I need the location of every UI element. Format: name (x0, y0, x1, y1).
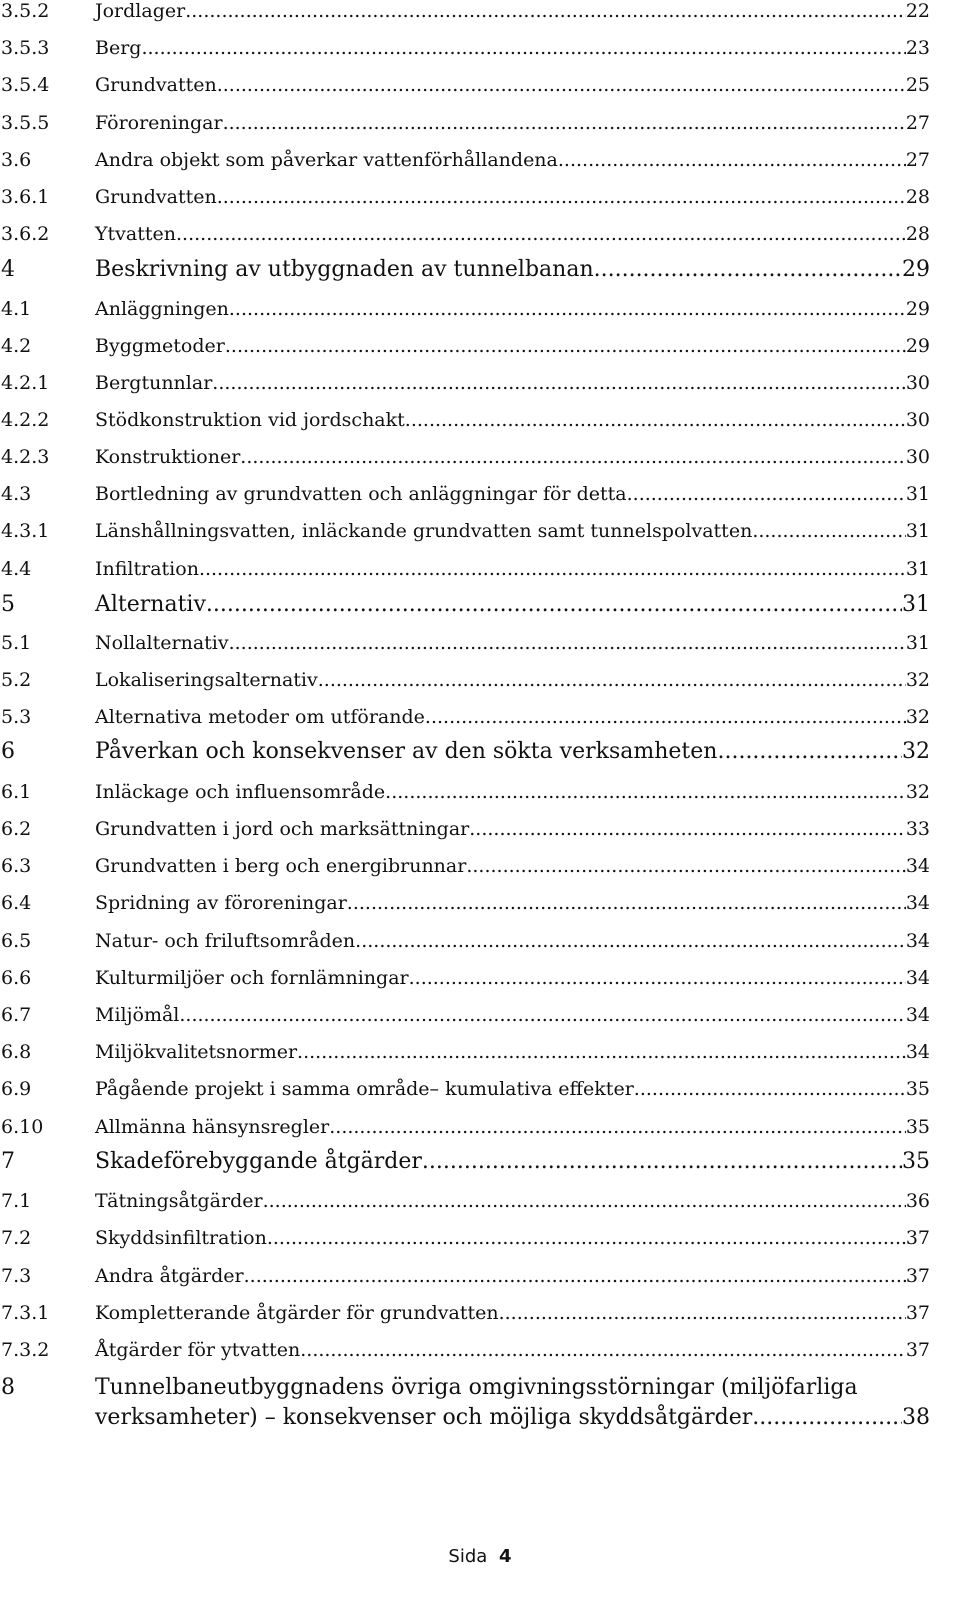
toc-entry-title: Åtgärder för ytvatten (95, 1339, 301, 1361)
toc-entry-line (95, 1076, 930, 1102)
toc-entry-page: 30 (905, 446, 930, 468)
toc-entry-number: 4.4 (1, 558, 32, 580)
toc-entry-page: 37 (905, 1339, 930, 1361)
toc-entry-line (95, 890, 930, 916)
toc-entry-title: Skyddsinfiltration (95, 1227, 267, 1249)
toc-entry-number: 4.3 (1, 483, 32, 505)
toc-entry-page: 34 (905, 967, 930, 989)
toc-entry-number: 4 (1, 257, 15, 282)
toc-entry-page: 25 (905, 74, 930, 96)
toc-entry-title: Nollalternativ (95, 632, 229, 654)
toc-entry-line (95, 853, 930, 879)
toc-entry-title-line2: verksamheter) – konsekvenser och möjliga skyddsåtgärder (95, 1405, 753, 1430)
toc-entry-page: 34 (905, 1004, 930, 1026)
toc-entry-page: 32 (902, 739, 930, 764)
toc-entry-second-line (95, 1404, 930, 1432)
toc-leader-dots (263, 1188, 906, 1214)
toc-entry-number: 4.2.3 (1, 446, 50, 468)
toc-entry-page: 32 (905, 669, 930, 691)
toc-entry-title: Miljökvalitetsnormer (95, 1041, 298, 1063)
toc-leader-dots (385, 779, 906, 805)
toc-entry-title: Lokaliseringsalternativ (95, 669, 318, 691)
toc-entry-line (95, 928, 930, 954)
toc-entry-title: Beskrivning av utbyggnaden av tunnelbanan (95, 257, 594, 282)
toc-entry-number: 6.1 (1, 781, 32, 803)
toc-entry-number: 5.2 (1, 669, 32, 691)
toc-entry-number: 6.4 (1, 892, 32, 914)
toc-entry-page: 37 (905, 1265, 930, 1287)
toc-leader-dots (405, 407, 906, 433)
toc-entry-number: 3.6 (1, 149, 32, 171)
toc-entry-number: 6.2 (1, 818, 32, 840)
toc-entry-line (95, 0, 930, 24)
toc-entry-number: 4.2.2 (1, 409, 50, 431)
toc-entry-title: Pågående projekt i samma område– kumulativa effekter (95, 1078, 634, 1100)
toc-entry-title: Grundvatten (95, 74, 217, 96)
toc-entry-page: 35 (905, 1116, 930, 1138)
toc-entry-page: 35 (905, 1078, 930, 1100)
toc-entry-page: 31 (905, 632, 930, 654)
toc-entry-line (95, 256, 930, 284)
toc-entry-title-line1: Tunnelbaneutbyggnadens övriga omgivningsstörningar (miljöfarliga (95, 1375, 858, 1400)
toc-entry-page: 32 (905, 706, 930, 728)
toc-entry-title: Föroreningar (95, 112, 223, 134)
toc-leader-dots (627, 481, 906, 507)
toc-entry-title: Grundvatten i jord och marksättningar (95, 818, 470, 840)
toc-entry-title: Bergtunnlar (95, 372, 213, 394)
toc-entry-line (95, 407, 930, 433)
toc-entry-line (95, 667, 930, 693)
toc-entry-line (95, 72, 930, 98)
toc-leader-dots (329, 1114, 906, 1140)
toc-entry-page: 29 (905, 335, 930, 357)
toc-entry-number: 8 (1, 1375, 15, 1400)
toc-entry-page: 32 (905, 781, 930, 803)
toc-leader-dots (297, 1039, 906, 1065)
toc-entry-line (95, 444, 930, 470)
toc-entry-line (95, 184, 930, 210)
toc-entry-title: Andra objekt som påverkar vattenförhållandena (95, 149, 558, 171)
toc-entry-page: 28 (905, 186, 930, 208)
toc-leader-dots (469, 816, 906, 842)
toc-entry-line (95, 333, 930, 359)
toc-entry-line (95, 1300, 930, 1326)
toc-leader-dots (185, 0, 906, 24)
toc-entry-line (95, 35, 930, 61)
toc-entry-line (95, 481, 930, 507)
toc-leader-dots (634, 1076, 906, 1102)
toc-entry-number: 6.9 (1, 1078, 32, 1100)
toc-entry-page: 22 (905, 0, 930, 22)
toc-entry-number: 4.1 (1, 298, 32, 320)
toc-leader-dots (217, 184, 906, 210)
toc-leader-dots (409, 965, 906, 991)
toc-entry-line (95, 965, 930, 991)
toc-entry-line (95, 816, 930, 842)
toc-entry-page: 27 (905, 149, 930, 171)
toc-entry-page: 34 (905, 855, 930, 877)
toc-entry-number: 5.1 (1, 632, 32, 654)
toc-entry-title: Jordlager (95, 0, 186, 22)
toc-entry-title: Kompletterande åtgärder för grundvatten (95, 1302, 499, 1324)
toc-entry-page: 31 (905, 558, 930, 580)
toc-leader-dots (499, 1300, 906, 1326)
toc-entry-page: 34 (905, 930, 930, 952)
toc-entry-number: 4.2 (1, 335, 32, 357)
toc-entry-page: 37 (905, 1302, 930, 1324)
toc-leader-dots (223, 110, 906, 136)
toc-entry-line (95, 591, 930, 619)
toc-leader-dots (176, 221, 906, 247)
toc-entry-title: Stödkonstruktion vid jordschakt (95, 409, 405, 431)
toc-entry-number: 5.3 (1, 706, 32, 728)
toc-entry-page: 31 (905, 520, 930, 542)
toc-entry-title: Ytvatten (95, 223, 176, 245)
toc-leader-dots (425, 704, 906, 730)
toc-entry-number: 3.6.1 (1, 186, 50, 208)
toc-entry-line (95, 1225, 930, 1251)
toc-entry-number: 3.5.2 (1, 0, 50, 22)
toc-entry-title: Byggmetoder (95, 335, 225, 357)
toc-entry-line (95, 518, 930, 544)
toc-entry-number: 5 (1, 592, 15, 617)
toc-entry-title: Miljömål (95, 1004, 180, 1026)
toc-leader-dots (244, 1263, 906, 1289)
toc-entry-number: 3.5.3 (1, 37, 50, 59)
toc-entry-page: 36 (905, 1190, 930, 1212)
toc-entry-page: 31 (902, 592, 930, 617)
toc-entry-title: Anläggningen (95, 298, 229, 320)
toc-entry-title: Berg (95, 37, 142, 59)
toc-leader-dots (217, 72, 906, 98)
toc-entry-title: Infiltration (95, 558, 199, 580)
toc-entry-number: 6.5 (1, 930, 32, 952)
toc-entry-number: 6.8 (1, 1041, 32, 1063)
toc-leader-dots (558, 147, 906, 173)
toc-leader-dots (212, 370, 906, 396)
toc-entry-number: 7.2 (1, 1227, 32, 1249)
toc-entry-line (95, 370, 930, 396)
toc-entry-title: Grundvatten i berg och energibrunnar (95, 855, 467, 877)
toc-leader-dots (300, 1337, 906, 1363)
toc-entry-line (95, 1039, 930, 1065)
toc-entry-page: 23 (905, 37, 930, 59)
toc-leader-dots (206, 591, 902, 619)
toc-entry-title: Kulturmiljöer och fornlämningar (95, 967, 409, 989)
toc-entry-title: Påverkan och konsekvenser av den sökta verksamheten (95, 739, 718, 764)
toc-entry-title: Allmänna hänsynsregler (95, 1116, 330, 1138)
toc-leader-dots (355, 928, 906, 954)
toc-leader-dots (267, 1225, 906, 1251)
toc-leader-dots (318, 667, 906, 693)
toc-entry-title: Alternativ (95, 592, 206, 617)
toc-entry-number: 4.2.1 (1, 372, 50, 394)
toc-leader-dots (240, 444, 906, 470)
toc-entry-title: Spridning av föroreningar (95, 892, 347, 914)
toc-entry-line (95, 630, 930, 656)
toc-entry-line (95, 1337, 930, 1363)
toc-leader-dots (141, 35, 905, 61)
toc-entry-line (95, 1263, 930, 1289)
toc-entry-number: 6.6 (1, 967, 32, 989)
toc-entry-line (95, 779, 930, 805)
toc-entry-number: 7 (1, 1149, 15, 1174)
toc-leader-dots (347, 890, 906, 916)
toc-entry-title: Länshållningsvatten, inläckande grundvatten samt tunnelspolvatten (95, 520, 753, 542)
toc-leader-dots (229, 630, 906, 656)
toc-entry-line (95, 556, 930, 582)
toc-entry-title: Bortledning av grundvatten och anläggningar för detta (95, 483, 627, 505)
toc-entry-title: Tätningsåtgärder (95, 1190, 263, 1212)
toc-entry-title: Konstruktioner (95, 446, 241, 468)
toc-leader-dots (752, 1404, 902, 1432)
toc-entry-line (95, 1188, 930, 1214)
toc-entry-number: 6 (1, 739, 15, 764)
toc-entry-line (95, 1148, 930, 1176)
toc-entry-page: 35 (902, 1149, 930, 1174)
toc-entry-number: 7.3.1 (1, 1302, 50, 1324)
toc-entry-title: Grundvatten (95, 186, 217, 208)
toc-entry-page: 28 (905, 223, 930, 245)
toc-entry-number: 3.5.4 (1, 74, 50, 96)
toc-entry-line (95, 1114, 930, 1140)
toc-leader-dots (179, 1002, 905, 1028)
toc-entry-title: Andra åtgärder (95, 1265, 244, 1287)
toc-entry-title: Skadeförebyggande åtgärder (95, 1149, 422, 1174)
toc-entry-line (95, 110, 930, 136)
toc-entry-number: 7.3 (1, 1265, 32, 1287)
toc-entry-line (95, 738, 930, 766)
toc-entry-title: Alternativa metoder om utförande (95, 706, 425, 728)
toc-leader-dots (752, 518, 906, 544)
toc-leader-dots (594, 256, 902, 284)
toc-entry-page: 33 (905, 818, 930, 840)
toc-leader-dots (199, 556, 906, 582)
toc-entry-number: 3.6.2 (1, 223, 50, 245)
footer-label: Sida (448, 1546, 488, 1567)
toc-entry-line (95, 704, 930, 730)
footer-page-number: 4 (499, 1546, 512, 1567)
toc-entry-page: 37 (905, 1227, 930, 1249)
toc-leader-dots (422, 1148, 902, 1176)
toc-entry-title: Natur- och friluftsområden (95, 930, 356, 952)
toc-entry-page: 34 (905, 1041, 930, 1063)
toc-entry-page: 27 (905, 112, 930, 134)
toc-entry-number: 7.3.2 (1, 1339, 50, 1361)
toc-entry-line (95, 296, 930, 322)
toc-entry-line (95, 221, 930, 247)
toc-entry-number: 3.5.5 (1, 112, 50, 134)
toc-entry-line (95, 1002, 930, 1028)
toc-entry-8[interactable] (0, 1374, 960, 1434)
toc-leader-dots (225, 333, 906, 359)
toc-entry-page: 30 (905, 409, 930, 431)
toc-entry-number: 6.7 (1, 1004, 32, 1026)
toc-entry-page: 34 (905, 892, 930, 914)
toc-entry-title: Inläckage och influensområde (95, 781, 386, 803)
toc-entry-page: 30 (905, 372, 930, 394)
toc-entry-page: 29 (905, 298, 930, 320)
toc-entry-number: 7.1 (1, 1190, 32, 1212)
toc-entry-page: 38 (902, 1405, 930, 1430)
toc-entry-line (95, 147, 930, 173)
toc-entry-number: 4.3.1 (1, 520, 50, 542)
toc-leader-dots (229, 296, 906, 322)
toc-entry-number: 6.3 (1, 855, 32, 877)
toc-leader-dots (466, 853, 905, 879)
toc-entry-page: 29 (902, 257, 930, 282)
toc-leader-dots (717, 738, 902, 766)
page-footer (0, 1546, 960, 1567)
toc-entry-page: 31 (905, 483, 930, 505)
toc-entry-number: 6.10 (1, 1116, 44, 1138)
